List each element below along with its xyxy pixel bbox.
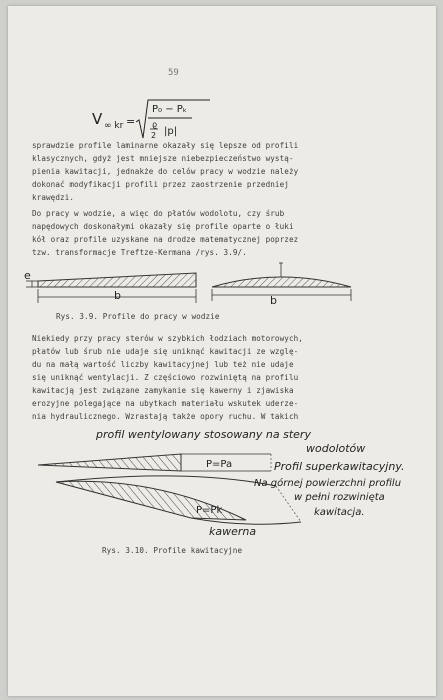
para3-line-6: erozyjne polegające na ubytkach materiału wskutek uderze- (32, 399, 299, 408)
figure-3-9 (16, 261, 436, 316)
p-label-pk: P=Pk (196, 505, 223, 516)
formula-lhs: V (92, 110, 103, 128)
critical-velocity-formula (92, 98, 212, 144)
label-b-right: b (270, 294, 277, 307)
supercavitating-profile (56, 460, 404, 538)
para2-line-3: kół oraz profile uzyskane na drodze matematycznej poprzez (32, 235, 299, 244)
para1-line-1: sprawdzie profile laminarne okazały się lepsze od profili (32, 141, 299, 150)
para3-line-1: Niekiedy przy pracy sterów w szybkich łodziach motorowych, (32, 334, 303, 343)
formula-numerator: P₀ − Pₖ (152, 104, 188, 115)
para2-line-2: napędowych doskonałymi okazały się profile oparte o łuki (32, 222, 294, 231)
label-kawerna: kawerna (209, 525, 257, 538)
label-e: e (24, 269, 31, 282)
para3-line-3: du na małą wartość liczby kawitacyjnej lub też nie udaje (32, 360, 294, 369)
para2-line-4: tzw. transformacje Treftze-Kermana /rys. 3.9/. (32, 248, 247, 257)
para1-line-4: dokonać modyfikacji profili przez zaostrzenie przedniej (32, 180, 289, 189)
p-label-pa: P=Pa (206, 459, 233, 470)
label-cavitation: kawitacja. (314, 507, 365, 518)
figure-3-10 (16, 418, 436, 543)
figure-3-9-caption: Rys. 3.9. Profile do pracy w wodzie (56, 312, 220, 321)
para3-line-2: płatów lub śrub nie udaje się uniknąć kawitacji ze wzglę- (32, 347, 299, 356)
para1-line-2: klasycznych, gdyż jest mniejsze niebezpieczeństwo wystą- (32, 154, 294, 163)
figure-3-10-caption: Rys. 3.10. Profile kawitacyjne (102, 546, 243, 555)
label-upper-surface: Na górnej powierzchni profilu (254, 478, 402, 489)
profile-left (24, 269, 196, 303)
formula-den-right: |p| (164, 126, 178, 137)
formula-den-bottom: 2 (151, 131, 157, 140)
formula-den-top: ϱ (152, 120, 158, 129)
label-ventilated: profil wentylowany stosowany na stery (96, 428, 311, 441)
label-hydrofoil: wodolotów (306, 442, 366, 455)
formula-lhs-subscript: ∞ kr (104, 121, 124, 131)
page-number: 59 (168, 68, 179, 78)
para3-line-7: nia hydraulicznego. Wzrastają także opory ruchu. W takich (32, 412, 299, 421)
para1-line-5: krawędzi. (32, 193, 75, 202)
profile-right (212, 263, 351, 307)
para3-line-5: kawitacją jest związane zamykanie się kawerny i zjawiska (32, 386, 294, 395)
label-b-left: b (114, 289, 121, 302)
document-page (8, 6, 436, 696)
para1-line-3: pienia kawitacji, jednakże do celów pracy w wodzie należy (32, 167, 299, 176)
formula-equals: = (126, 115, 136, 128)
para2-line-1: Do pracy w wodzie, a więc do płatów wodolotu, czy śrub (32, 209, 285, 218)
label-fully-developed: w pełni rozwinięta (294, 492, 385, 503)
para3-line-4: się uniknąć wentylacji. Z częściowo rozwiniętą na profilu (32, 373, 299, 382)
label-supercavitating: Profil superkawitacyjny. (274, 460, 405, 473)
